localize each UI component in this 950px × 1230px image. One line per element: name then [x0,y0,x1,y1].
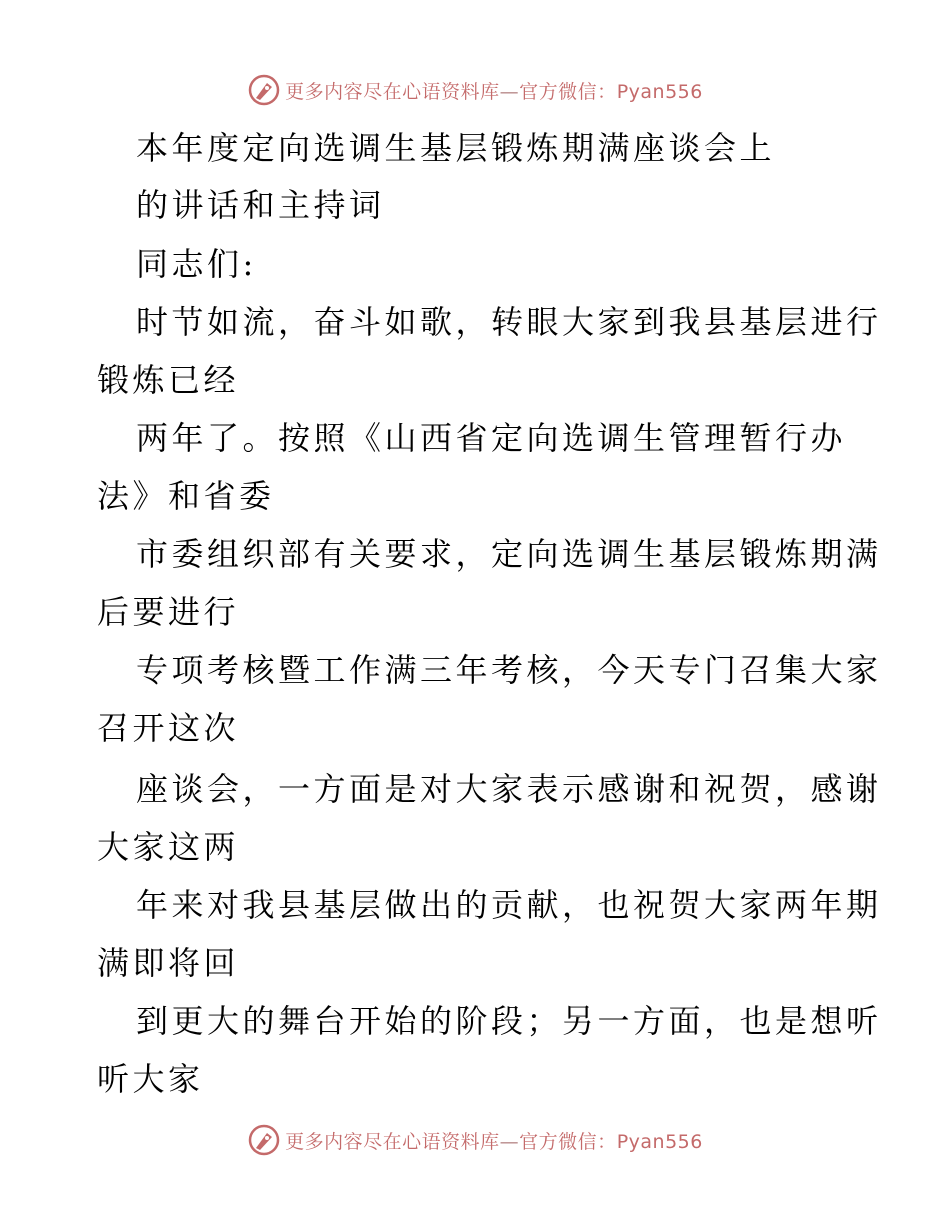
paragraph-line: 到更大的舞台开始的阶段；另一方面，也是想听 [136,1002,882,1040]
watermark-separator: — [499,80,520,103]
paragraph-line: 时节如流，奋斗如歌，转眼大家到我县基层进行 [136,303,882,341]
watermark-site-text: 更多内容尽在心语资料库 [285,1130,500,1153]
pen-nib-logo-icon [247,73,281,107]
paragraph-line: 大家这两 [97,828,240,866]
watermark-text [285,1127,703,1154]
watermark-text [285,77,703,104]
watermark-wechat-label: 官方微信： [519,80,617,103]
paragraph-line: 年来对我县基层做出的贡献，也祝贺大家两年期 [136,886,882,924]
paragraph-line: 听大家 [97,1060,204,1098]
paragraph-line: 座谈会，一方面是对大家表示感谢和祝贺，感谢 [136,770,882,808]
paragraph-line: 法》和省委 [97,477,275,515]
paragraph-line: 后要进行 [97,593,240,631]
document-title-line-1: 本年度定向选调生基层锻炼期满座谈会上 [136,129,776,167]
document-title-line-2: 的讲话和主持词 [136,186,385,224]
paragraph-line: 两年了。按照《山西省定向选调生管理暂行办 [136,419,847,457]
watermark-content [247,1123,703,1157]
watermark-content [247,73,703,107]
watermark-separator: — [499,1130,520,1153]
header-watermark [0,70,950,110]
pen-nib-logo-icon [247,1123,281,1157]
paragraph-line: 召开这次 [97,709,240,747]
paragraph-line: 满即将回 [97,944,240,982]
paragraph-line: 锻炼已经 [97,361,240,399]
watermark-site-text: 更多内容尽在心语资料库 [285,80,500,103]
watermark-wechat-id: Pyan556 [616,1130,703,1153]
watermark-wechat-id: Pyan556 [616,80,703,103]
paragraph-line: 市委组织部有关要求，定向选调生基层锻炼期满 [136,535,882,573]
greeting: 同志们: [136,245,257,283]
paragraph-line: 专项考核暨工作满三年考核，今天专门召集大家 [136,651,882,689]
footer-watermark [0,1120,950,1160]
watermark-wechat-label: 官方微信： [519,1130,617,1153]
